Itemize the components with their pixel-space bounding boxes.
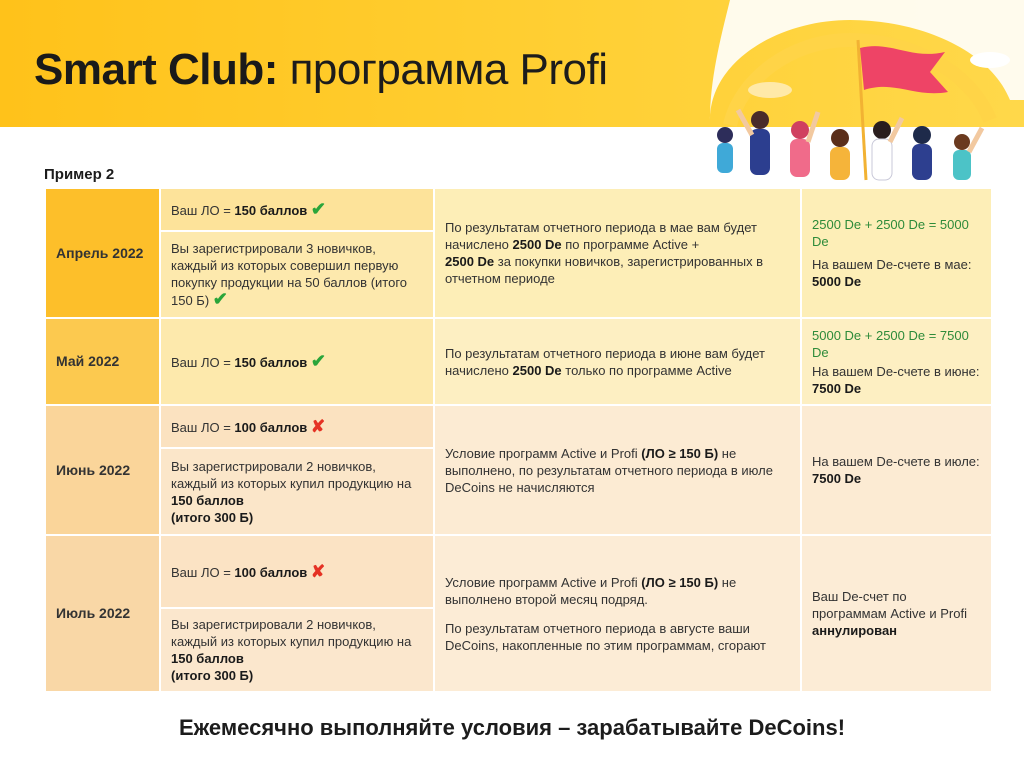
desc-text: Условие программ Active и Profi xyxy=(445,445,642,461)
lo-cell xyxy=(160,405,434,448)
result-bold: 7500 De xyxy=(812,380,862,396)
lo-cell xyxy=(160,318,434,405)
description-cell xyxy=(434,318,801,405)
newcomers-total: (итого 300 Б) xyxy=(171,509,254,525)
cross-icon: ✘ xyxy=(310,561,326,581)
table-row-may xyxy=(45,318,992,405)
result-bold: 7500 De xyxy=(812,471,862,486)
celebrating-people-illustration xyxy=(690,0,1024,190)
lo-value: 100 баллов xyxy=(234,419,308,435)
balance-sum: 2500 De + 2500 De = 5000 De xyxy=(812,217,969,249)
desc-text: только по программе Active xyxy=(561,362,732,378)
result-cell xyxy=(801,188,992,318)
plan-table xyxy=(44,187,993,693)
lo-prefix: Ваш ЛО = xyxy=(171,202,235,218)
page-title xyxy=(34,44,608,96)
newcomers-cell xyxy=(160,231,434,318)
description-cell xyxy=(434,188,801,318)
desc-text: По результатам отчетного периода в июне вам будет начислено xyxy=(445,345,765,378)
newcomers-text: Вы зарегистрировали 2 новичков, каждый из которых купил продукцию на xyxy=(171,617,412,649)
lo-cell xyxy=(160,188,434,231)
lo-prefix: Ваш ЛО = xyxy=(171,354,235,370)
result-text: Ваш De-счет по программам Active и Profi xyxy=(812,589,967,621)
result-text: На вашем De-счете в июле: xyxy=(812,454,980,469)
desc-text: не выполнено второй месяц подряд. xyxy=(445,574,737,607)
desc-text: не выполнено, по результатам отчетного периода в июле DeCoins не начисляются xyxy=(445,445,773,495)
desc-bold: 2500 De xyxy=(512,362,562,378)
result-bold: 5000 De xyxy=(812,274,862,289)
result-text: На вашем De-счете в июне: xyxy=(812,363,980,379)
result-cell xyxy=(801,318,992,405)
result-text: На вашем De-счете в мае: xyxy=(812,257,972,272)
check-icon: ✔ xyxy=(310,350,326,371)
newcomers-text: Вы зарегистрировали 2 новичков, каждый из которых купил продукцию на xyxy=(171,458,412,491)
month-cell: Июль 2022 xyxy=(45,535,160,692)
month-cell: Май 2022 xyxy=(45,318,160,405)
desc-text: за покупки новичков, зарегистрированных в отчетном периоде xyxy=(445,254,764,286)
table-row-july xyxy=(45,535,992,608)
desc-text: по программе Active + xyxy=(561,237,700,252)
footer-slogan: Ежемесячно выполняйте условия – зарабатывайте DeCoins! xyxy=(178,715,846,740)
desc-bold: 2500 De xyxy=(445,254,495,269)
newcomers-bold: 150 баллов xyxy=(171,651,244,666)
newcomers-bold: 150 баллов xyxy=(171,492,244,508)
desc-text: По результатам отчетного периода в августе ваши DeCoins, накопленные по этим программам, сгорают xyxy=(445,620,766,653)
title-bold: Smart Club: xyxy=(34,45,278,94)
result-cell xyxy=(801,535,992,692)
month-cell: Апрель 2022 xyxy=(45,188,160,318)
desc-text: По результатам отчетного периода в мае вам будет начислено xyxy=(445,220,757,252)
lo-prefix: Ваш ЛО = xyxy=(171,564,235,580)
result-bold: аннулирован xyxy=(812,623,898,638)
newcomers-total: (итого 300 Б) xyxy=(171,668,254,683)
desc-text: Условие программ Active и Profi xyxy=(445,574,642,590)
newcomers-cell xyxy=(160,448,434,535)
desc-bold: 2500 De xyxy=(512,237,562,252)
balance-sum: 5000 De + 2500 De = 7500 De xyxy=(812,327,969,360)
cross-icon: ✘ xyxy=(310,416,326,436)
lo-value: 150 баллов xyxy=(234,202,308,218)
lo-prefix: Ваш ЛО = xyxy=(171,419,235,435)
result-cell xyxy=(801,405,992,535)
check-icon: ✔ xyxy=(310,198,326,219)
newcomers-cell xyxy=(160,608,434,692)
lo-value: 150 баллов xyxy=(234,354,308,370)
desc-bold: (ЛО ≥ 150 Б) xyxy=(641,445,719,461)
description-cell xyxy=(434,535,801,692)
lo-cell xyxy=(160,535,434,608)
description-cell xyxy=(434,405,801,535)
check-icon: ✔ xyxy=(212,289,228,309)
table-row-april xyxy=(45,188,992,231)
table-row-june xyxy=(45,405,992,448)
title-rest: программа Profi xyxy=(289,45,608,94)
newcomers-text: Вы зарегистрировали 3 новичков, каждый из которых совершил первую покупку продукции на 50 баллов (итого 150 Б) xyxy=(171,241,408,308)
desc-bold: (ЛО ≥ 150 Б) xyxy=(641,574,719,590)
month-cell: Июнь 2022 xyxy=(45,405,160,535)
example-label: Пример 2 xyxy=(44,166,115,183)
lo-value: 100 баллов xyxy=(234,564,308,580)
